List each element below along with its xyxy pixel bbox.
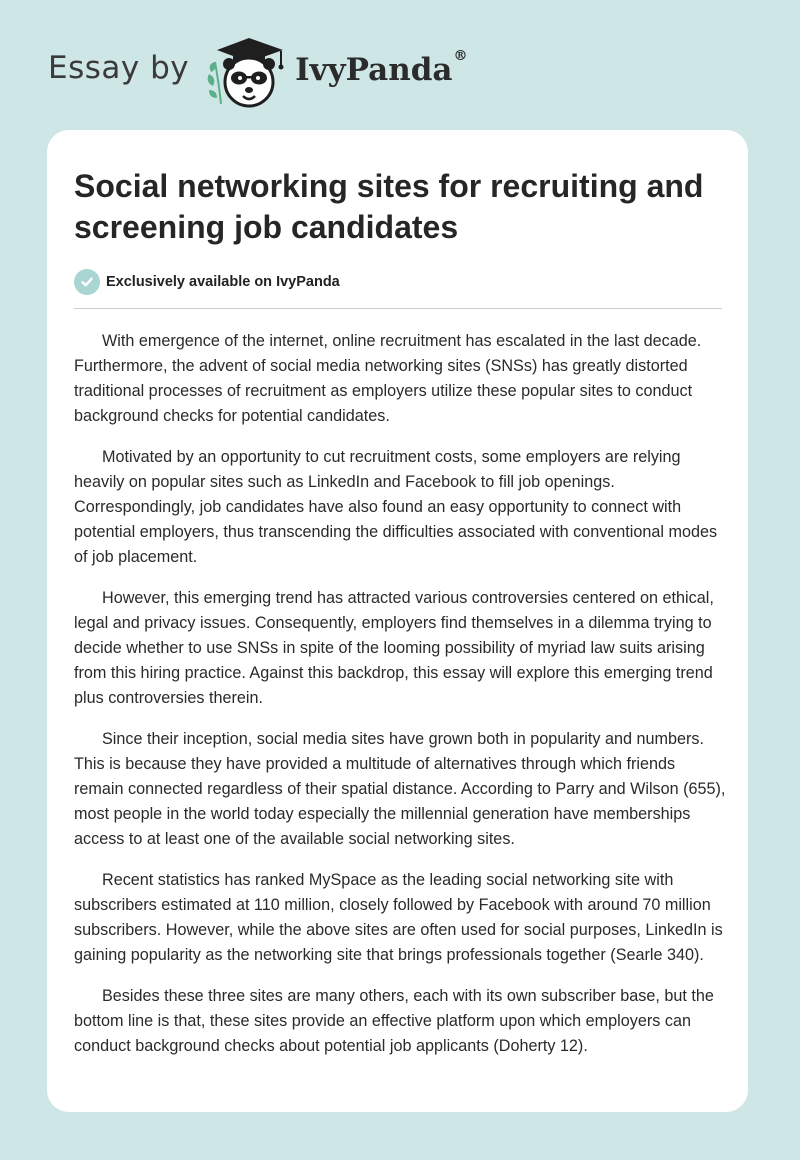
essay-body [74, 329, 726, 1059]
paragraph: With emergence of the internet, online recruitment has escalated in the last decade. Furthermore, the advent of social media networking sites (SNSs) has greatly distorted traditional processes of recruitment as employers utilize these popular sites to conduct background checks for potential candidates. [74, 332, 702, 425]
essay-title: Social networking sites for recruiting and screening job candidates [74, 168, 704, 245]
exclusive-badge [74, 268, 721, 296]
paragraph: However, this emerging trend has attracted various controversies centered on ethical, legal and privacy issues. Consequently, employers find themselves in a dilemma trying to decide whether to use SNSs in spite of the looming possibility of myriad law suits arising from this hiring practice. Against this backdrop, this essay will explore this emerging trend plus controversies therein. [74, 589, 714, 707]
site-header [48, 32, 468, 112]
essay-card [47, 130, 748, 1112]
brand-name-text: IvyPanda [295, 52, 453, 88]
paragraph: Since their inception, social media sites have grown both in popularity and numbers. This is because they have provided a multitude of alternatives through which friends remain connected regardless of their spatial distance. According to Parry and Wilson (655), most people in the world today especially the millennial generation have memberships access to at least one of the available social networking sites. [74, 730, 726, 848]
check-icon [74, 269, 100, 295]
brand-name[interactable] [295, 48, 468, 88]
exclusive-badge-text: Exclusively available on IvyPanda [106, 274, 340, 290]
divider [74, 308, 722, 309]
panda-graduation-cap-icon[interactable] [203, 32, 291, 112]
paragraph: Besides these three sites are many others, each with its own subscriber base, but the bottom line is that, these sites provide an effective platform upon which employers can conduct background checks about potential job applicants (Doherty 12). [74, 987, 714, 1055]
paragraph: Motivated by an opportunity to cut recruitment costs, some employers are relying heavily on popular sites such as LinkedIn and Facebook to fill job openings. Correspondingly, job candidates have also found an easy opportunity to connect with potential employers, thus transcending the difficulties associated with conventional modes of job placement. [74, 448, 718, 566]
registered-mark: ® [453, 48, 468, 64]
essay-by-label: Essay by [48, 50, 190, 86]
paragraph: Recent statistics has ranked MySpace as the leading social networking site with subscribers estimated at 110 million, closely followed by Facebook with around 70 million subscribers. However, while the above sites are often used for social purposes, LinkedIn is gaining popularity as the networking site that brings professionals together (Searle 340). [74, 871, 723, 964]
